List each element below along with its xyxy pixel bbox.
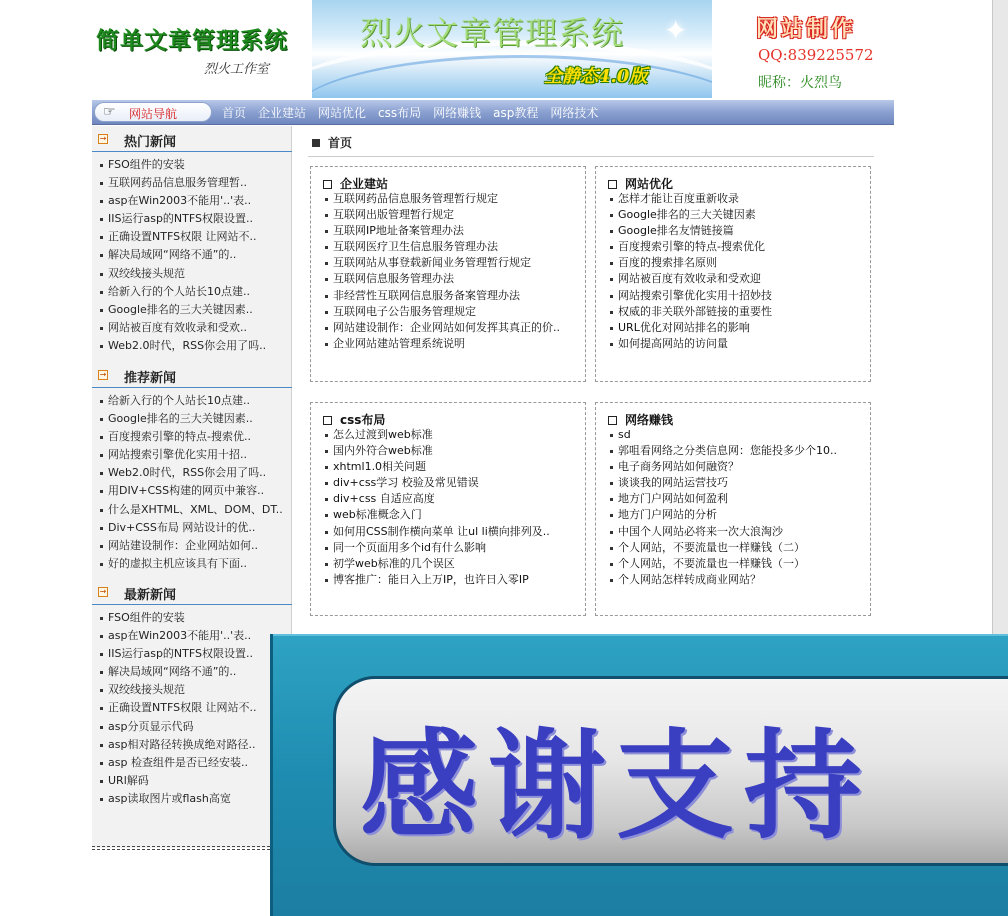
article-link[interactable]: 网站搜索引擎优化实用十招妙技 — [606, 288, 864, 304]
article-link[interactable]: 如何用CSS制作横向菜单 让ul li横向排列及.. — [321, 524, 579, 540]
sidebar-link[interactable]: 什么是XHTML、XML、DOM、DT.. — [92, 501, 292, 519]
sidebar-link[interactable]: 双绞线接头规范 — [92, 681, 292, 699]
article-link[interactable]: 权威的非关联外部链接的重要性 — [606, 304, 864, 320]
overlay-panel — [333, 676, 1008, 866]
sidebar-link[interactable]: Google排名的三大关键因素.. — [92, 301, 292, 319]
sidebar-link[interactable]: Google排名的三大关键因素.. — [92, 410, 292, 428]
logo-subtitle: 烈火工作室 — [204, 62, 270, 77]
article-link[interactable]: 怎样才能让百度重新收录 — [606, 191, 864, 207]
square-icon — [323, 416, 332, 425]
pointing-hand-icon: ☞ — [103, 104, 116, 120]
breadcrumb-divider — [308, 156, 874, 157]
banner-title: 烈火文章管理系统 — [360, 14, 625, 52]
article-link[interactable]: 非经营性互联网信息服务备案管理办法 — [321, 288, 579, 304]
contact-qq: QQ:839225572 — [758, 46, 874, 64]
header-banner — [312, 0, 712, 98]
category-box-money — [595, 402, 871, 616]
breadcrumb-home[interactable]: 首页 — [328, 136, 353, 150]
main-content — [298, 126, 894, 626]
article-link[interactable]: Google排名友情链接篇 — [606, 223, 864, 239]
sidebar-link[interactable]: IIS运行asp的NTFS权限设置.. — [92, 645, 292, 663]
breadcrumb — [312, 134, 352, 151]
sidebar-link[interactable]: 给新入行的个人站长10点建.. — [92, 283, 292, 301]
article-link[interactable]: 互联网电子公告服务管理规定 — [321, 304, 579, 320]
article-link[interactable]: 个人网站，不要流量也一样赚钱（二） — [606, 540, 864, 556]
sidebar-link[interactable]: asp读取图片或flash高宽 — [92, 790, 292, 808]
category-box-title — [596, 167, 870, 189]
footer-divider — [92, 846, 270, 850]
article-link[interactable]: xhtml1.0相关问题 — [321, 459, 579, 475]
article-link[interactable]: URL优化对网站排名的影响 — [606, 320, 864, 336]
sidebar — [92, 126, 292, 848]
sidebar-link[interactable]: 好的虚拟主机应该具有下面.. — [92, 555, 292, 573]
article-link[interactable]: 互联网出版管理暂行规定 — [321, 207, 579, 223]
article-link[interactable]: 个人网站，不要流量也一样赚钱（一） — [606, 556, 864, 572]
sidebar-section-header — [92, 362, 292, 388]
sidebar-link[interactable]: FSO组件的安装 — [92, 156, 292, 174]
article-link[interactable]: 谈谈我的网站运营技巧 — [606, 475, 864, 491]
square-bullet-icon — [312, 139, 320, 147]
overlay-text: 感谢支持 — [360, 716, 873, 855]
article-link[interactable]: 怎么过渡到web标准 — [321, 427, 579, 443]
sidebar-link[interactable]: asp分页显示代码 — [92, 718, 292, 736]
sidebar-list — [92, 388, 292, 573]
category-title-label[interactable]: css布局 — [340, 413, 386, 427]
sidebar-link[interactable]: asp在Win2003不能用'..'表.. — [92, 192, 292, 210]
overlay-highlight — [273, 634, 1008, 636]
sidebar-link[interactable]: IIS运行asp的NTFS权限设置.. — [92, 210, 292, 228]
sidebar-link[interactable]: 网站建设制作：企业网站如何.. — [92, 537, 292, 555]
sidebar-link[interactable]: asp 检查组件是否已经安装.. — [92, 754, 292, 772]
arrow-box-icon: → — [99, 370, 107, 379]
sidebar-link[interactable]: FSO组件的安装 — [92, 609, 292, 627]
nav-link-asp[interactable]: asp教程 — [493, 106, 539, 120]
sidebar-link[interactable]: Div+CSS布局 网站设计的优.. — [92, 519, 292, 537]
category-box-title — [311, 167, 585, 189]
sidebar-section-header — [92, 126, 292, 152]
sidebar-link[interactable]: 双绞线接头规范 — [92, 265, 292, 283]
category-box-title — [311, 403, 585, 425]
sidebar-section-hot — [92, 126, 292, 355]
square-icon — [323, 180, 332, 189]
sidebar-list — [92, 152, 292, 355]
banner-version: 全静态4.0版 — [544, 66, 648, 87]
article-link[interactable]: sd — [606, 427, 864, 443]
article-link[interactable]: 博客推广：能日入上万IP，也许日入零IP — [321, 572, 579, 588]
category-box-seo — [595, 166, 871, 382]
article-link[interactable]: 互联网医疗卫生信息服务管理办法 — [321, 239, 579, 255]
square-icon — [608, 416, 617, 425]
category-article-list — [596, 425, 870, 594]
article-link[interactable]: 个人网站怎样转成商业网站？ — [606, 572, 864, 588]
article-link[interactable]: 同一个页面用多个id有什么影响 — [321, 540, 579, 556]
sidebar-link[interactable]: Web2.0时代，RSS你会用了吗.. — [92, 464, 292, 482]
sidebar-link[interactable]: URl解码 — [92, 772, 292, 790]
category-box-css — [310, 402, 586, 616]
article-link[interactable]: 互联网IP地址备案管理办法 — [321, 223, 579, 239]
article-link[interactable]: 地方门户网站的分析 — [606, 507, 864, 523]
site-logo[interactable] — [92, 0, 312, 100]
sidebar-link[interactable]: 互联网药品信息服务管理暂.. — [92, 174, 292, 192]
category-box-title — [596, 403, 870, 425]
site-header — [92, 0, 894, 100]
logo-title: 简单文章管理系统 — [96, 27, 288, 54]
sidebar-link[interactable]: 给新入行的个人站长10点建.. — [92, 392, 292, 410]
sidebar-link[interactable]: 解决局域网“网络不通”的.. — [92, 246, 292, 264]
sidebar-link[interactable]: 解决局域网“网络不通”的.. — [92, 663, 292, 681]
sidebar-link[interactable]: 网站被百度有效收录和受欢.. — [92, 319, 292, 337]
nav-link-css[interactable]: css布局 — [378, 106, 422, 120]
category-article-list — [311, 425, 585, 594]
article-link[interactable]: 企业网站建站管理系统说明 — [321, 336, 579, 352]
contact-info — [712, 0, 894, 100]
sparkle-icon: ✦ — [664, 14, 688, 47]
article-link[interactable]: div+css 自适应高度 — [321, 491, 579, 507]
arrow-box-icon: → — [99, 134, 107, 143]
category-box-enterprise — [310, 166, 586, 382]
sidebar-link[interactable]: asp在Win2003不能用'..'表.. — [92, 627, 292, 645]
sidebar-section-title: 最新新闻 — [124, 588, 177, 603]
nav-link-home[interactable]: 首页 — [222, 106, 247, 120]
article-link[interactable]: 中国个人网站必将来一次大浪淘沙 — [606, 524, 864, 540]
category-title-label[interactable]: 企业建站 — [340, 177, 389, 191]
category-title-label[interactable]: 网站优化 — [625, 177, 674, 191]
nav-link-enterprise[interactable]: 企业建站 — [258, 106, 307, 120]
contact-title: 网站制作 — [756, 16, 857, 42]
article-link[interactable]: 初学web标准的几个误区 — [321, 556, 579, 572]
sidebar-section-title: 推荐新闻 — [124, 371, 177, 386]
nav-link-tech[interactable]: 网络技术 — [550, 106, 599, 120]
article-link[interactable]: div+css学习 校验及常见错误 — [321, 475, 579, 491]
nav-link-money[interactable]: 网络赚钱 — [433, 106, 482, 120]
article-link[interactable]: 互联网信息服务管理办法 — [321, 271, 579, 287]
article-link[interactable]: 互联网药品信息服务管理暂行规定 — [321, 191, 579, 207]
sidebar-section-recommended — [92, 362, 292, 573]
main-nav — [92, 99, 894, 125]
article-link[interactable]: 地方门户网站如何盈利 — [606, 491, 864, 507]
article-link[interactable]: web标准概念入门 — [321, 507, 579, 523]
nav-links — [222, 104, 598, 121]
article-link[interactable]: 百度搜索引擎的特点-搜索优化 — [606, 239, 864, 255]
article-link[interactable]: 如何提高网站的访问量 — [606, 336, 864, 352]
article-link[interactable]: 郭咀看网络之分类信息网：您能投多少个10.. — [606, 443, 864, 459]
article-link[interactable]: 国内外符合web标准 — [321, 443, 579, 459]
nav-label: 网站导航 — [129, 107, 178, 121]
sidebar-section-header — [92, 579, 292, 605]
article-link[interactable]: 电子商务网站如何融资？ — [606, 459, 864, 475]
contact-nickname: 昵称：火烈鸟 — [758, 75, 842, 91]
sidebar-link[interactable]: 正确设置NTFS权限 让网站不.. — [92, 228, 292, 246]
article-link[interactable]: 百度的搜索排名原则 — [606, 255, 864, 271]
sidebar-link[interactable]: 用DIV+CSS构建的网页中兼容.. — [92, 482, 292, 500]
thanks-overlay-image — [270, 634, 1008, 916]
sidebar-section-title: 热门新闻 — [124, 135, 177, 150]
sidebar-list — [92, 605, 292, 808]
nav-label-tab — [94, 102, 212, 122]
sidebar-link[interactable]: 百度搜索引擎的特点-搜索优.. — [92, 428, 292, 446]
sidebar-section-latest — [92, 579, 292, 808]
arrow-box-icon: → — [99, 587, 107, 596]
nav-link-seo[interactable]: 网站优化 — [318, 106, 367, 120]
article-link[interactable]: Google排名的三大关键因素 — [606, 207, 864, 223]
sidebar-link[interactable]: Web2.0时代，RSS你会用了吗.. — [92, 337, 292, 355]
article-link[interactable]: 网站被百度有效收录和受欢迎 — [606, 271, 864, 287]
category-title-label[interactable]: 网络赚钱 — [625, 413, 674, 427]
sidebar-link[interactable]: 正确设置NTFS权限 让网站不.. — [92, 699, 292, 717]
article-link[interactable]: 互联网站从事登载新闻业务管理暂行规定 — [321, 255, 579, 271]
square-icon — [608, 180, 617, 189]
sidebar-link[interactable]: 网站搜索引擎优化实用十招.. — [92, 446, 292, 464]
category-article-list — [311, 189, 585, 358]
sidebar-link[interactable]: asp相对路径转换成绝对路径.. — [92, 736, 292, 754]
category-article-list — [596, 189, 870, 358]
article-link[interactable]: 网站建设制作：企业网站如何发挥其真正的价.. — [321, 320, 579, 336]
